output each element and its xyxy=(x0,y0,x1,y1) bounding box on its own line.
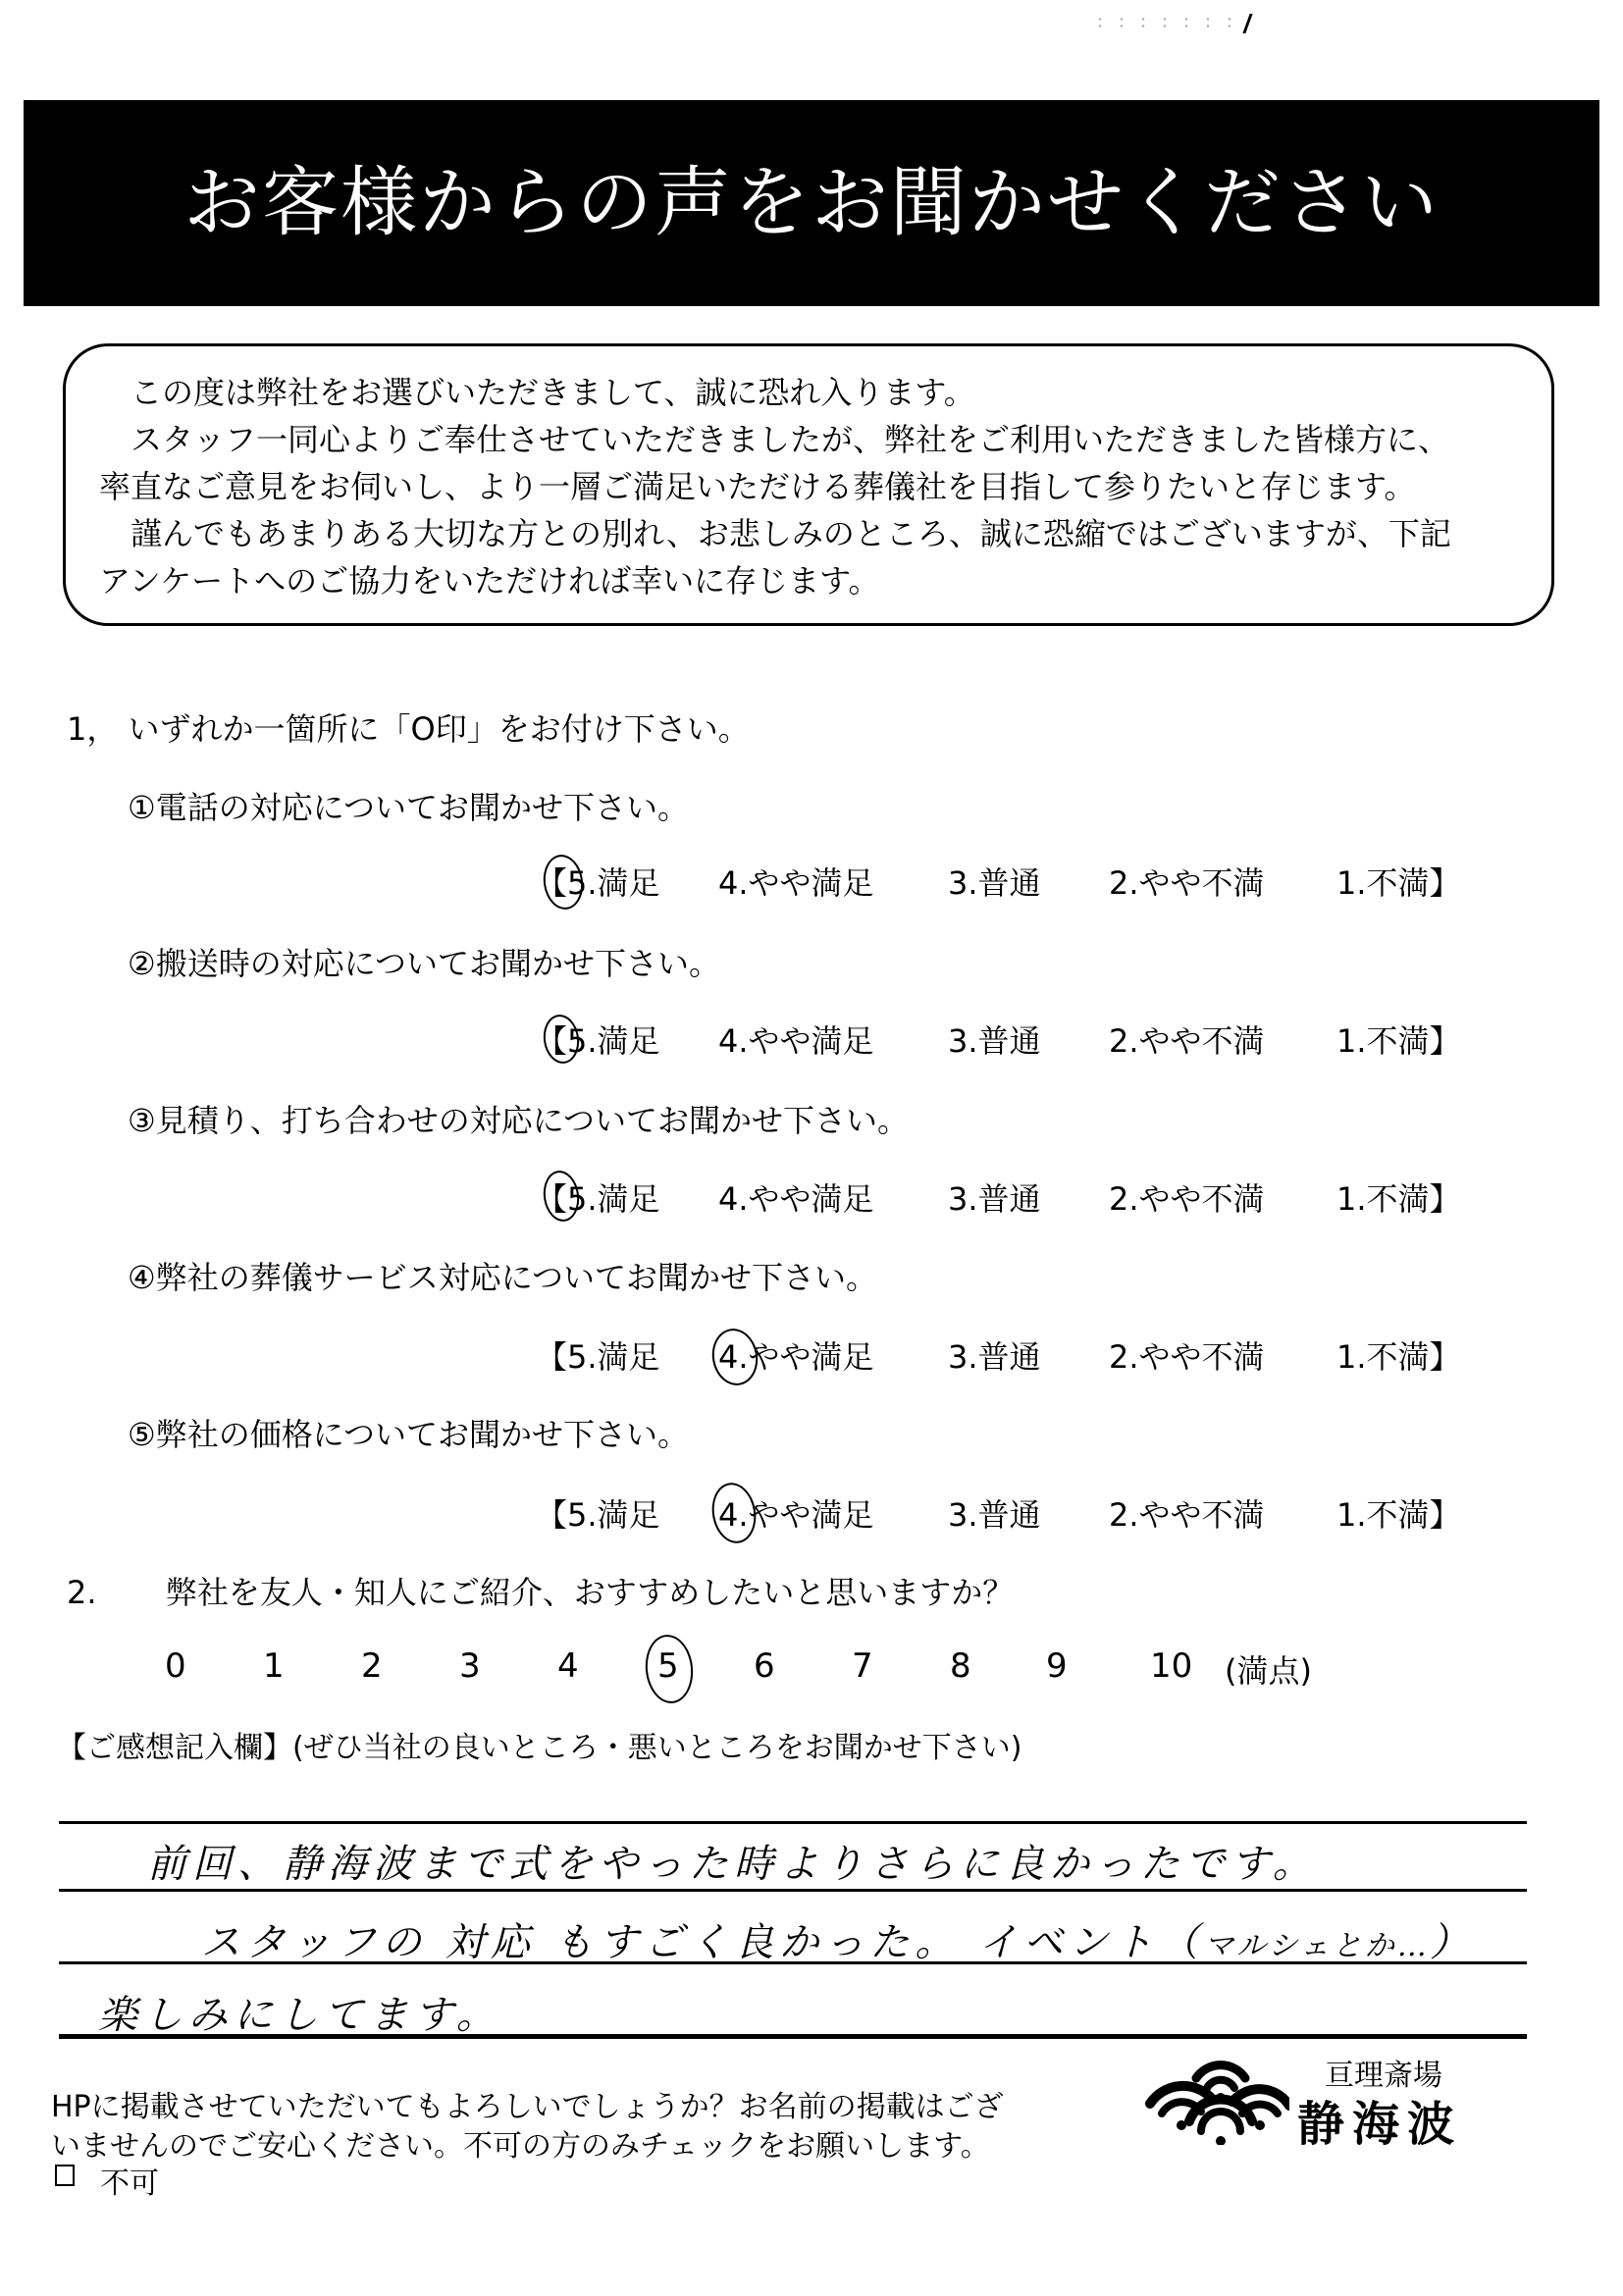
question-4-label: ④弊社の葬儀サービス対応についてお聞かせ下さい。 xyxy=(128,1259,878,1296)
intro-line: スタッフ一同心よりご奉仕させていただきましたが、弊社をご利用いただきました皆様方に、 xyxy=(131,421,1450,458)
option-3-neutral[interactable]: 3.普通 xyxy=(948,1338,1041,1376)
option-3-neutral[interactable]: 3.普通 xyxy=(948,1022,1041,1060)
option-1-dissatisfied[interactable]: 1.不満】 xyxy=(1336,1338,1461,1376)
option-2-somewhat-dissatisfied[interactable]: 2.やや不満 xyxy=(1109,1180,1265,1218)
scale-option-0[interactable]: 0 xyxy=(165,1646,186,1686)
option-4-somewhat-satisfied[interactable]: 4.やや満足 xyxy=(718,1180,874,1218)
option-3-neutral[interactable]: 3.普通 xyxy=(948,1496,1041,1534)
page-title: お客様からの声をお聞かせください xyxy=(183,159,1440,247)
consent-text-line: いませんのでご安心ください。不可の方のみチェックをお願いします。 xyxy=(51,2129,990,2164)
scale-option-8[interactable]: 8 xyxy=(950,1646,971,1686)
question-4-options xyxy=(536,1332,1517,1376)
scale-option-2[interactable]: 2 xyxy=(361,1646,383,1686)
question-3-label: ③見積り、打ち合わせの対応についてお聞かせ下さい。 xyxy=(128,1102,910,1139)
recommendation-scale xyxy=(165,1646,1342,1694)
option-2-somewhat-dissatisfied[interactable]: 2.やや不満 xyxy=(1109,864,1265,902)
scale-option-6[interactable]: 6 xyxy=(754,1646,775,1686)
intro-line: この度は弊社をお選びいただきまして、誠に恐れ入ります。 xyxy=(131,374,975,411)
consent-text-line: HPに掲載させていただいてもよろしいでしょうか？お名前の掲載はござ xyxy=(51,2090,1004,2124)
handwritten-comment-line: 前回、静海波まで式をやった時よりさらに良かったです。 xyxy=(147,1842,1318,1887)
question-5-label: ⑤弊社の価格についてお聞かせ下さい。 xyxy=(128,1416,690,1453)
question-5-options xyxy=(536,1490,1517,1534)
logo-name: 静海波 xyxy=(1297,2097,1463,2152)
header-banner xyxy=(24,100,1599,306)
section2-number: 2. xyxy=(67,1574,97,1611)
option-2-somewhat-dissatisfied[interactable]: 2.やや不満 xyxy=(1109,1496,1265,1534)
seigaiha-wave-icon xyxy=(1142,2057,1289,2145)
option-1-dissatisfied[interactable]: 1.不満】 xyxy=(1336,1180,1461,1218)
section2-heading-text: 弊社を友人・知人にご紹介、おすすめしたいと思いますか？ xyxy=(165,1574,1015,1611)
intro-line: 率直なご意見をお伺いし、より一層ご満足いただける葬儀社を目指して参りたいと存じます。 xyxy=(99,468,1416,505)
question-3-options xyxy=(536,1174,1517,1218)
option-2-somewhat-dissatisfied[interactable]: 2.やや不満 xyxy=(1109,1338,1265,1376)
option-5-satisfied[interactable]: 【5.満足 xyxy=(536,1022,660,1060)
scale-option-3[interactable]: 3 xyxy=(459,1646,481,1686)
scale-option-1[interactable]: 1 xyxy=(263,1646,285,1686)
option-3-neutral[interactable]: 3.普通 xyxy=(948,864,1041,902)
question-2-options xyxy=(536,1017,1517,1060)
handwritten-segment: ） xyxy=(1429,1920,1475,1965)
handwritten-segment: マルシェとか… xyxy=(1204,1929,1430,1963)
question-1-options xyxy=(536,859,1517,902)
section1-heading-text: いずれか一箇所に「O印」をお付け下さい。 xyxy=(128,710,750,748)
option-3-neutral[interactable]: 3.普通 xyxy=(948,1180,1041,1218)
option-4-somewhat-satisfied[interactable]: 4.やや満足 xyxy=(718,1022,874,1060)
handwritten-segment: スタッフの 対応 もすごく良かった。 イベント（ xyxy=(201,1920,1205,1965)
section2-heading xyxy=(67,1568,1014,1613)
scale-option-5[interactable]: 5 xyxy=(657,1646,679,1686)
option-1-dissatisfied[interactable]: 1.不満】 xyxy=(1336,1022,1461,1060)
intro-line: 謹んでもあまりある大切な方との別れ、お悲しみのところ、誠に恐縮ではございますが、下記 xyxy=(131,515,1451,552)
option-5-satisfied[interactable]: 【5.満足 xyxy=(536,1496,660,1534)
comments-label: 【ご感想記入欄】(ぜひ当社の良いところ・悪いところをお聞かせ下さい) xyxy=(57,1731,1022,1765)
option-5-satisfied[interactable]: 【5.満足 xyxy=(536,864,660,902)
option-4-somewhat-satisfied[interactable]: 4.やや満足 xyxy=(718,864,874,902)
question-1-label: ①電話の対応についてお聞かせ下さい。 xyxy=(128,789,690,826)
option-5-satisfied[interactable]: 【5.満足 xyxy=(536,1180,660,1218)
scale-option-7[interactable]: 7 xyxy=(852,1646,873,1686)
section1-number: 1， xyxy=(67,710,119,748)
handwritten-comment-line xyxy=(201,1911,1475,1967)
option-4-somewhat-satisfied[interactable]: 4.やや満足 xyxy=(718,1338,874,1376)
scale-option-9[interactable]: 9 xyxy=(1046,1646,1068,1686)
decline-checkbox-label: 不可 xyxy=(100,2166,159,2201)
scale-option-10[interactable]: 10 xyxy=(1150,1646,1193,1686)
option-4-somewhat-satisfied[interactable]: 4.やや満足 xyxy=(718,1496,874,1534)
intro-message-box xyxy=(63,343,1554,626)
scale-max-label: (満点) xyxy=(1225,1652,1312,1690)
scale-option-4[interactable]: 4 xyxy=(557,1646,579,1686)
option-1-dissatisfied[interactable]: 1.不満】 xyxy=(1336,1496,1461,1534)
intro-line: アンケートへのご協力をいただければ幸いに存じます。 xyxy=(99,562,880,600)
decline-checkbox[interactable] xyxy=(55,2165,75,2186)
option-2-somewhat-dissatisfied[interactable]: 2.やや不満 xyxy=(1109,1022,1265,1060)
scan-mark xyxy=(1242,14,1258,33)
handwritten-comment-line: 楽しみにしてます。 xyxy=(98,1993,501,2038)
scan-noise xyxy=(1089,16,1236,29)
option-1-dissatisfied[interactable]: 1.不満】 xyxy=(1336,864,1461,902)
writing-line xyxy=(59,1889,1527,1892)
section1-heading xyxy=(67,704,750,750)
question-2-label: ②搬送時の対応についてお聞かせ下さい。 xyxy=(128,945,721,982)
writing-line xyxy=(59,1821,1527,1824)
logo-subtitle: 亘理斎場 xyxy=(1325,2059,1442,2093)
option-5-satisfied[interactable]: 【5.満足 xyxy=(536,1338,660,1376)
